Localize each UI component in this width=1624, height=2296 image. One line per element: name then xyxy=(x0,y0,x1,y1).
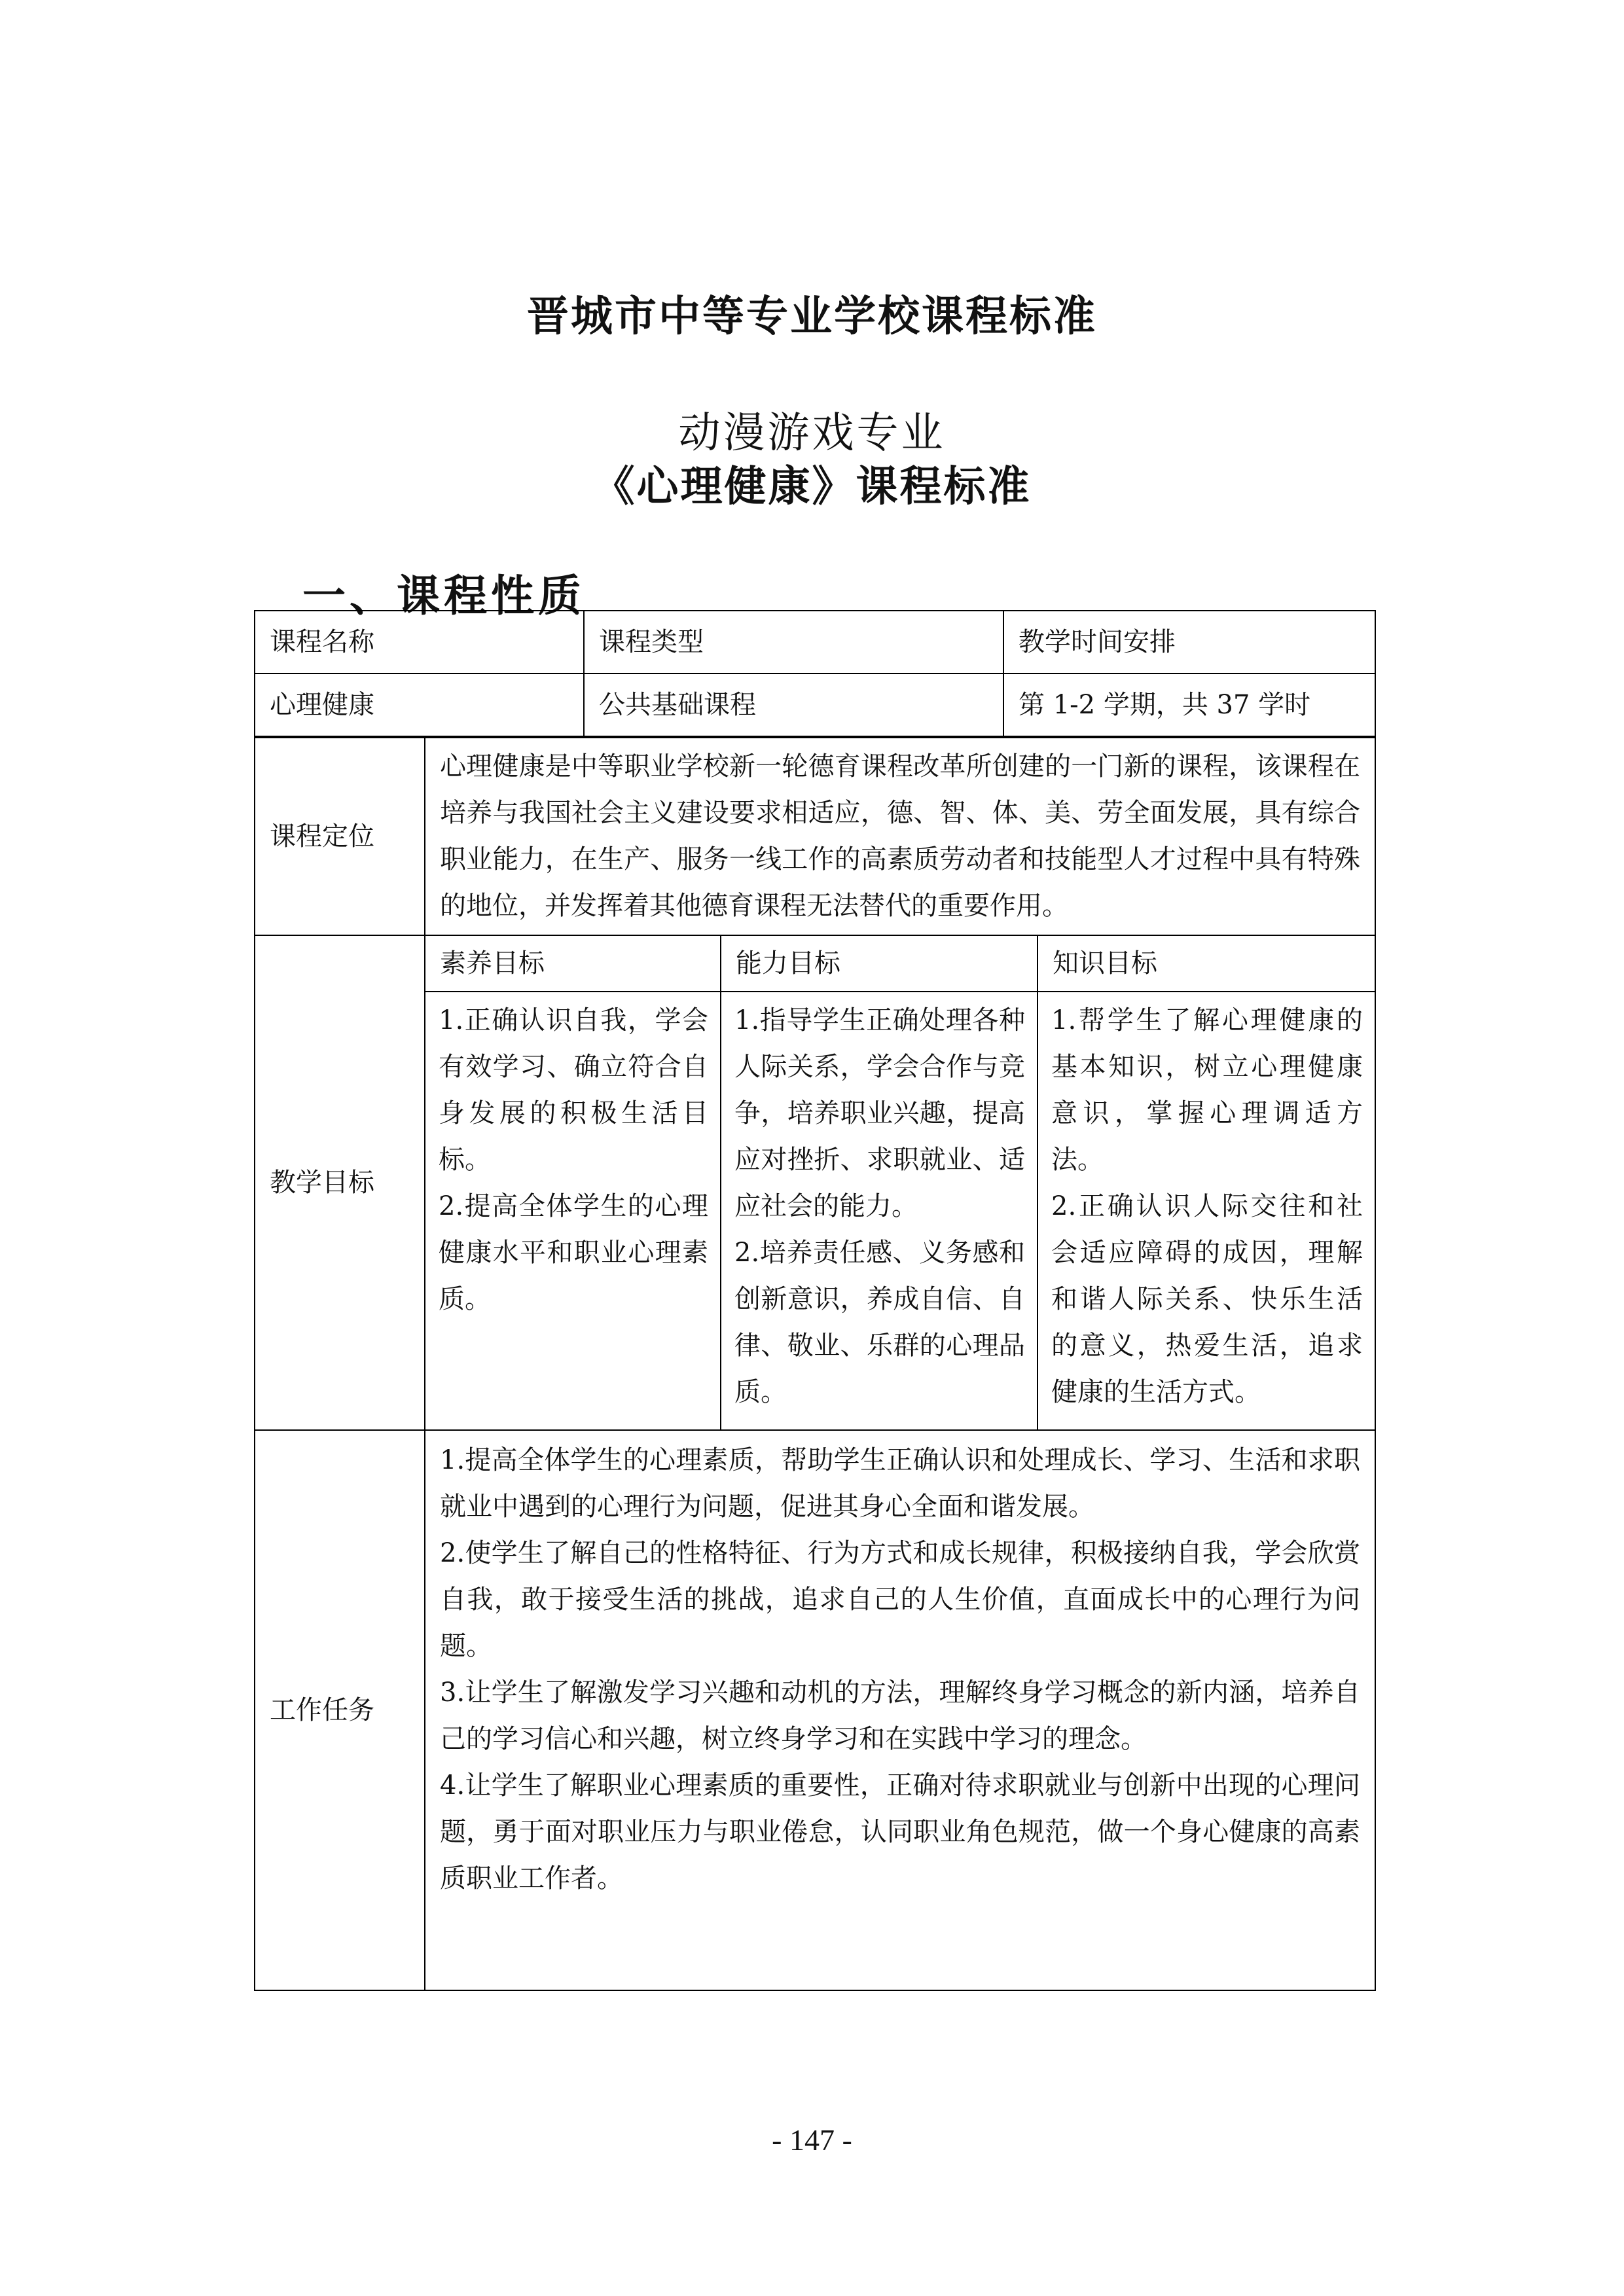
literacy-goals-text xyxy=(439,997,708,1323)
knowledge-goals-cell xyxy=(1038,992,1375,1430)
cell-course-name: 心理健康 xyxy=(255,673,584,736)
section-heading: 一、课程性质 xyxy=(302,571,585,621)
task-item: 3.让学生了解激发学习兴趣和动机的方法，理解终身学习概念的新内涵，培养自己的学习信心和兴趣，树立终身学习和在实践中学习的理念。 xyxy=(440,1677,1361,1754)
header-ability-goals: 能力目标 xyxy=(721,935,1038,992)
header-schedule: 教学时间安排 xyxy=(1003,611,1375,673)
course-info-table xyxy=(254,610,1376,737)
goal-item: 2.提高全体学生的心理健康水平和职业心理素质。 xyxy=(439,1191,708,1314)
header-knowledge-goals: 知识目标 xyxy=(1038,935,1375,992)
ability-goals-text xyxy=(734,997,1025,1416)
positioning-label: 课程定位 xyxy=(255,738,425,935)
table-header-row xyxy=(255,611,1375,673)
tasks-row xyxy=(255,1430,1375,1990)
knowledge-goals-text xyxy=(1051,997,1363,1416)
goal-item: 2.正确认识人际交往和社会适应障碍的成因，理解和谐人际关系、快乐生活的意义，热爱生活，追求健康的生活方式。 xyxy=(1051,1191,1363,1407)
table-row xyxy=(255,673,1375,736)
tasks-cell xyxy=(425,1430,1375,1990)
ability-goals-cell xyxy=(721,992,1038,1430)
tasks-label: 工作任务 xyxy=(255,1430,425,1990)
goals-label: 教学目标 xyxy=(255,935,425,1430)
cell-schedule: 第 1-2 学期，共 37 学时 xyxy=(1003,673,1375,736)
goal-item: 2.培养责任感、义务感和创新意识，养成自信、自律、敬业、乐群的心理品质。 xyxy=(734,1238,1025,1407)
task-item: 2.使学生了解自己的性格特征、行为方式和成长规律，积极接纳自我，学会欣赏自我，敢于接受生活的挑战，追求自己的人生价值，直面成长中的心理行为问题。 xyxy=(440,1538,1361,1661)
header-course-name: 课程名称 xyxy=(255,611,584,673)
task-item: 4.让学生了解职业心理素质的重要性，正确对待求职就业与创新中出现的心理问题，勇于面对职业压力与职业倦怠，认同职业角色规范，做一个身心健康的高素质职业工作者。 xyxy=(440,1770,1361,1893)
task-item: 1.提高全体学生的心理素质，帮助学生正确认识和处理成长、学习、生活和求职就业中遇到的心理行为问题，促进其身心全面和谐发展。 xyxy=(440,1445,1361,1522)
course-title: 《心理健康》课程标准 xyxy=(592,463,1032,511)
goals-header-row xyxy=(255,935,1375,992)
header-literacy-goals: 素养目标 xyxy=(425,935,721,992)
literacy-goals-cell xyxy=(425,992,721,1430)
goal-item: 1.正确认识自我，学会有效学习、确立符合自身发展的积极生活目标。 xyxy=(439,1005,708,1175)
positioning-row xyxy=(255,738,1375,935)
header-course-type: 课程类型 xyxy=(584,611,1003,673)
goal-item: 1.帮学生了解心理健康的基本知识，树立心理健康意识，掌握心理调适方法。 xyxy=(1051,1005,1363,1175)
document-title: 晋城市中等专业学校课程标准 xyxy=(527,293,1097,341)
major-subtitle: 动漫游戏专业 xyxy=(678,409,946,457)
course-details-table xyxy=(254,737,1376,1991)
cell-course-type: 公共基础课程 xyxy=(584,673,1003,736)
page-number: - 147 - xyxy=(772,2123,852,2157)
goal-item: 1.指导学生正确处理各种人际关系，学会合作与竞争，培养职业兴趣，提高应对挫折、求职就业、适应社会的能力。 xyxy=(734,1005,1025,1221)
positioning-text: 心理健康是中等职业学校新一轮德育课程改革所创建的一门新的课程，该课程在培养与我国社会主义建设要求相适应，德、智、体、美、劳全面发展，具有综合职业能力，在生产、服务一线工作的高素质劳动者和技能型人才过程中具有特殊的地位，并发挥着其他德育课程无法替代的重要作用。 xyxy=(425,738,1375,935)
